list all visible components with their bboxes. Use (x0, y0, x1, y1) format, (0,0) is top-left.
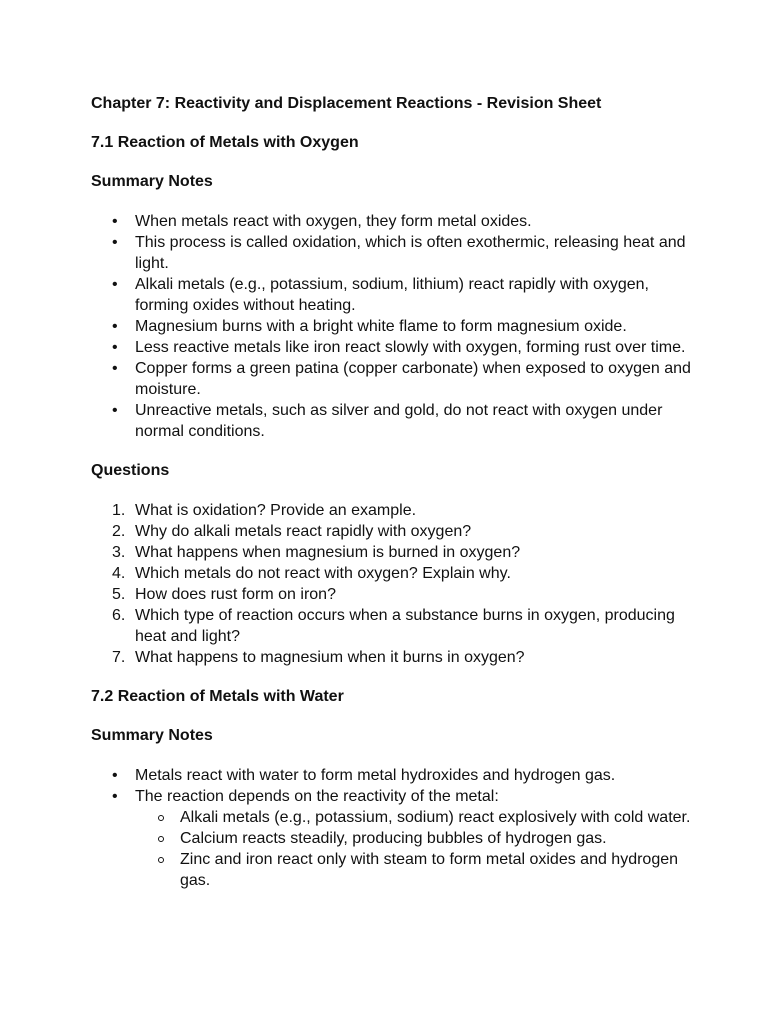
note-text: Copper forms a green patina (copper carbonate) when exposed to oxygen and moisture. (135, 360, 691, 398)
list-item (91, 786, 691, 891)
section-heading: 7.2 Reaction of Metals with Water (91, 688, 344, 705)
question-text: What happens when magnesium is burned in oxygen? (135, 544, 521, 561)
section-7-2 (91, 687, 691, 891)
sub-note-text: Calcium reacts steadily, producing bubbles of hydrogen gas. (180, 830, 607, 847)
circle-bullet-icon (158, 815, 164, 821)
note-text: Less reactive metals like iron react slowly with oxygen, forming rust over time. (135, 339, 686, 356)
question-text: Which type of reaction occurs when a substance burns in oxygen, producing heat and light? (135, 607, 675, 645)
note-text: Alkali metals (e.g., potassium, sodium, lithium) react rapidly with oxygen, forming oxides without heating. (135, 276, 649, 314)
section-heading: 7.1 Reaction of Metals with Oxygen (91, 134, 359, 151)
note-text: When metals react with oxygen, they form metal oxides. (135, 213, 532, 230)
question-text: How does rust form on iron? (135, 586, 336, 603)
question-item (91, 542, 691, 563)
note-text: This process is called oxidation, which is often exothermic, releasing heat and light. (135, 234, 686, 272)
question-number: 7. (112, 649, 126, 666)
question-item (91, 647, 691, 668)
question-item (91, 605, 691, 647)
bullet-icon: • (112, 339, 118, 356)
sub-note-text: Alkali metals (e.g., potassium, sodium) react explosively with cold water. (180, 809, 691, 826)
note-text: Magnesium burns with a bright white flame to form magnesium oxide. (135, 318, 627, 335)
list-item (91, 232, 691, 274)
question-item (91, 500, 691, 521)
question-item (91, 584, 691, 605)
circle-bullet-icon (158, 836, 164, 842)
bullet-icon: • (112, 213, 118, 230)
list-item (91, 765, 691, 786)
list-item (91, 211, 691, 232)
question-text: Which metals do not react with oxygen? Explain why. (135, 565, 511, 582)
questions-list (91, 500, 691, 668)
questions-heading: Questions (91, 462, 170, 479)
sub-list-item (135, 828, 691, 849)
question-number: 6. (112, 607, 126, 624)
question-text: What happens to magnesium when it burns in oxygen? (135, 649, 525, 666)
summary-notes-heading: Summary Notes (91, 173, 213, 190)
sub-note-text: Zinc and iron react only with steam to form metal oxides and hydrogen gas. (180, 851, 679, 889)
bullet-icon: • (112, 234, 118, 251)
document-title: Chapter 7: Reactivity and Displacement Reactions - Revision Sheet (91, 95, 602, 112)
question-number: 4. (112, 565, 126, 582)
bullet-icon: • (112, 767, 118, 784)
list-item (91, 337, 691, 358)
question-item (91, 563, 691, 584)
document-page (91, 94, 691, 910)
summary-notes-list (91, 765, 691, 891)
list-item (91, 400, 691, 442)
circle-bullet-icon (158, 857, 164, 863)
question-number: 1. (112, 502, 126, 519)
sub-list-item (135, 849, 691, 891)
question-number: 2. (112, 523, 126, 540)
list-item (91, 274, 691, 316)
bullet-icon: • (112, 402, 118, 419)
section-7-1 (91, 133, 691, 668)
question-text: Why do alkali metals react rapidly with oxygen? (135, 523, 472, 540)
list-item (91, 316, 691, 337)
bullet-icon: • (112, 788, 118, 805)
list-item (91, 358, 691, 400)
question-text: What is oxidation? Provide an example. (135, 502, 417, 519)
question-item (91, 521, 691, 542)
note-text: Unreactive metals, such as silver and gold, do not react with oxygen under normal conditions. (135, 402, 663, 440)
bullet-icon: • (112, 360, 118, 377)
bullet-icon: • (112, 276, 118, 293)
bullet-icon: • (112, 318, 118, 335)
note-text: The reaction depends on the reactivity of the metal: (135, 788, 499, 805)
question-number: 5. (112, 586, 126, 603)
summary-notes-list (91, 211, 691, 442)
question-number: 3. (112, 544, 126, 561)
summary-notes-heading: Summary Notes (91, 727, 213, 744)
sub-notes-list (135, 807, 691, 891)
sub-list-item (135, 807, 691, 828)
note-text: Metals react with water to form metal hydroxides and hydrogen gas. (135, 767, 616, 784)
